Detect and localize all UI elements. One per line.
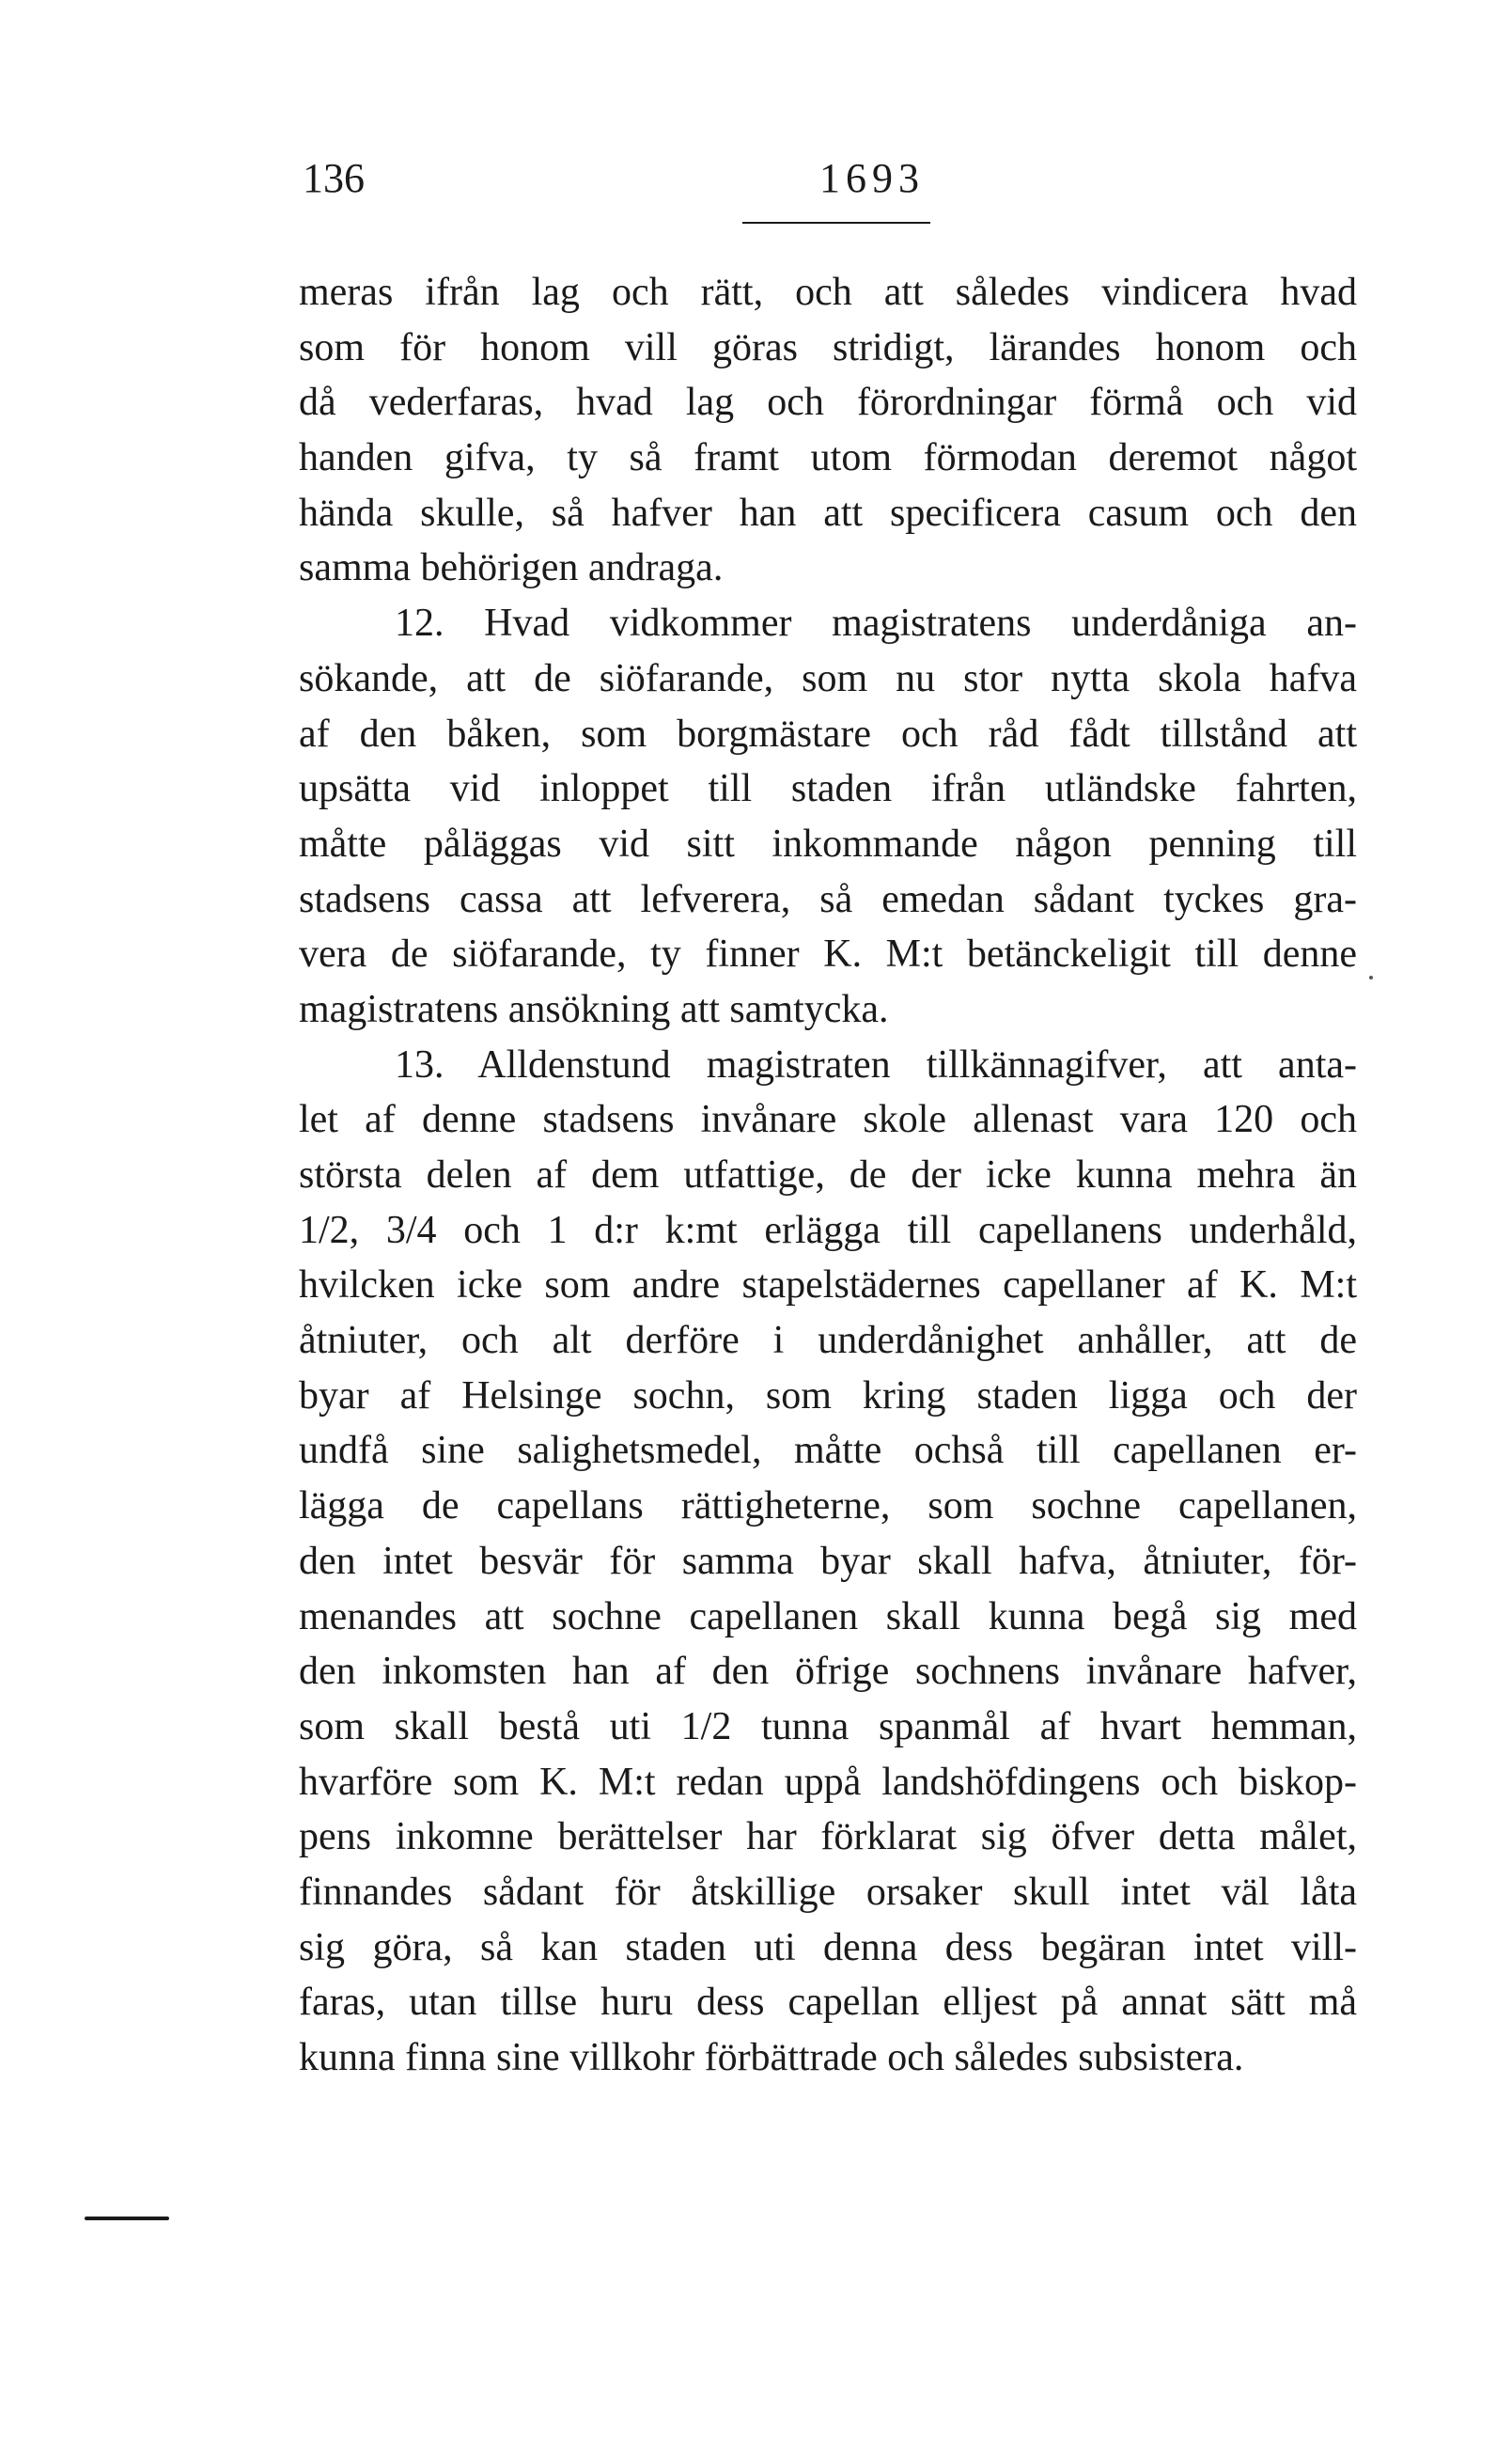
page-year-heading: 1693 <box>819 155 925 201</box>
text-line: lägga de capellans rättigheterne, som sochne capellanen, <box>299 1484 1357 1528</box>
text-line: pens inkomne berättelser har förklarat sig öfver detta målet, <box>299 1815 1357 1859</box>
page-number: 136 <box>303 155 365 201</box>
text-line: byar af Helsinge sochn, som kring staden ligga och der <box>299 1373 1357 1418</box>
text-line: finnandes sådant för åtskillige orsaker skull intet väl låta <box>299 1870 1357 1914</box>
text-line: den intet besvär för samma byar skall hafva, åtniuter, för- <box>299 1539 1357 1583</box>
text-line: då vederfaras, hvad lag och förordningar förmå och vid <box>299 381 1357 425</box>
text-line: af den båken, som borgmästare och råd fådt tillstånd att <box>299 712 1357 756</box>
text-line: let af denne stadsens invånare skole allenast vara 120 och <box>299 1098 1357 1142</box>
heading-rule <box>742 222 930 224</box>
text-line: som skall bestå uti 1/2 tunna spanmål af hvart hemman, <box>299 1704 1357 1748</box>
text-line: handen gifva, ty så framt utom förmodan deremot något <box>299 436 1357 480</box>
stray-ink-mark <box>1369 976 1373 979</box>
paragraph-13-start: 13. Alldenstund magistraten tillkännagifver, att anta- <box>395 1042 1357 1087</box>
text-line: faras, utan tillse huru dess capellan elljest på annat sätt må <box>299 1981 1357 2025</box>
text-line: största delen af dem utfattige, de der icke kunna mehra än <box>299 1153 1357 1197</box>
text-line: den inkomsten han af den öfrige sochnens invånare hafver, <box>299 1650 1357 1694</box>
text-line: meras ifrån lag och rätt, och att således vindicera hvad <box>299 271 1357 314</box>
text-line: kunna finna sine villkohr förbättrade och således subsistera. <box>299 2036 1244 2079</box>
body-text <box>299 265 1357 2086</box>
text-line: 1/2, 3/4 och 1 d:r k:mt erlägga till capellanens underhåld, <box>299 1208 1357 1252</box>
text-line: sökande, att de siöfarande, som nu stor nytta skola hafva <box>299 656 1357 700</box>
text-line: hvarföre som K. M:t redan uppå landshöfdingens och biskop- <box>299 1760 1357 1804</box>
text-line: menandes att sochne capellanen skall kunna begå sig med <box>299 1594 1357 1638</box>
text-line: hända skulle, så hafver han att specificera casum och den <box>299 491 1357 535</box>
text-line: magistratens ansökning att samtycka. <box>299 987 889 1031</box>
text-line: sig göra, så kan staden uti denna dess begäran intet vill- <box>299 1925 1357 1969</box>
text-line: undfå sine salighetsmedel, måtte ochså till capellanen er- <box>299 1429 1357 1473</box>
footer-rule-mark <box>85 2217 169 2220</box>
text-line: stadsens cassa att lefverera, så emedan sådant tyckes gra- <box>299 877 1357 921</box>
text-line: vera de siöfarande, ty finner K. M:t betänckeligit till denne <box>299 932 1357 977</box>
text-line: samma behörigen andraga. <box>299 546 724 590</box>
text-line: måtte påläggas vid sitt inkommande någon penning till <box>299 822 1357 866</box>
paragraph-12-start: 12. Hvad vidkommer magistratens underdåniga an- <box>395 602 1357 646</box>
text-line: som för honom vill göras stridigt, lärandes honom och <box>299 325 1357 369</box>
text-line: hvilcken icke som andre stapelstädernes capellaner af K. M:t <box>299 1263 1357 1308</box>
text-line: upsätta vid inloppet till staden ifrån utländske fahrten, <box>299 767 1357 811</box>
text-line: åtniuter, och alt derföre i underdånighet anhåller, att de <box>299 1319 1357 1363</box>
